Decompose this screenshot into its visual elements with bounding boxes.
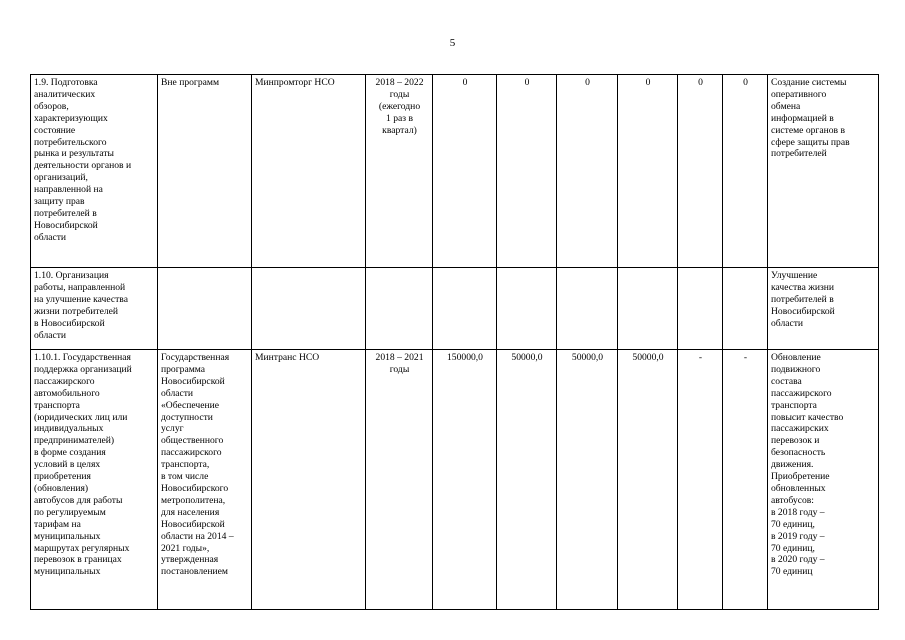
program-cell: Государственная программа Новосибирской области «Обеспечение доступности услуг общественного пассажирского транспорта, в том числе Новосибирского метрополитена, для населения Новосибирской области на 2014 – 2021 годы», утвержденная постановлением: [158, 350, 252, 610]
task-cell: 1.10.1. Государственная поддержка организаций пассажирского автомобильного транспорта (юридических лиц или индивидуальных предпринимателей) в форме создания условий в целях приобретения (обновления) автобусов для работы по регулируемым тарифам на муниципальных маршрутах регулярных перевозок в границах муниципальных: [31, 350, 158, 610]
executor-cell: Минтранс НСО: [252, 350, 366, 610]
value-cell: [433, 268, 497, 350]
program-cell: Вне программ: [158, 75, 252, 268]
value-cell: -: [678, 350, 723, 610]
program-cell: [158, 268, 252, 350]
table-row: [31, 350, 879, 610]
executor-cell: [252, 268, 366, 350]
value-cell: [497, 268, 557, 350]
executor-cell: Минпромторг НСО: [252, 75, 366, 268]
result-cell: Обновление подвижного состава пассажирского транспорта повысит качество пассажирских перевозок и безопасность движения. Приобретение обновленных автобусов: в 2018 году – 70 единиц, в 2019 году – 70 единиц, в 2020 году – 70 единиц: [768, 350, 879, 610]
measures-table: [30, 74, 879, 610]
period-cell: 2018 – 2022 годы (ежегодно 1 раз в квартал): [366, 75, 433, 268]
period-cell: [366, 268, 433, 350]
table-row: [31, 268, 879, 350]
value-cell: [557, 268, 618, 350]
value-cell: 50000,0: [557, 350, 618, 610]
value-cell: 0: [557, 75, 618, 268]
value-cell: 50000,0: [618, 350, 678, 610]
table-row: [31, 75, 879, 268]
value-cell: [678, 268, 723, 350]
value-cell: [723, 268, 768, 350]
value-cell: [618, 268, 678, 350]
value-cell: 0: [618, 75, 678, 268]
task-cell: 1.10. Организация работы, направленной на улучшение качества жизни потребителей в Новосибирской области: [31, 268, 158, 350]
period-cell: 2018 – 2021 годы: [366, 350, 433, 610]
value-cell: 0: [723, 75, 768, 268]
value-cell: 0: [497, 75, 557, 268]
value-cell: 0: [678, 75, 723, 268]
value-cell: 150000,0: [433, 350, 497, 610]
result-cell: Создание системы оперативного обмена информацией в системе органов в сфере защиты прав потребителей: [768, 75, 879, 268]
result-cell: Улучшение качества жизни потребителей в Новосибирской области: [768, 268, 879, 350]
value-cell: 0: [433, 75, 497, 268]
task-cell: 1.9. Подготовка аналитических обзоров, характеризующих состояние потребительского рынка и результаты деятельности органов и организаций, направленной на защиту прав потребителей в Новосибирской области: [31, 75, 158, 268]
value-cell: -: [723, 350, 768, 610]
value-cell: 50000,0: [497, 350, 557, 610]
page-number: 5: [449, 37, 456, 49]
